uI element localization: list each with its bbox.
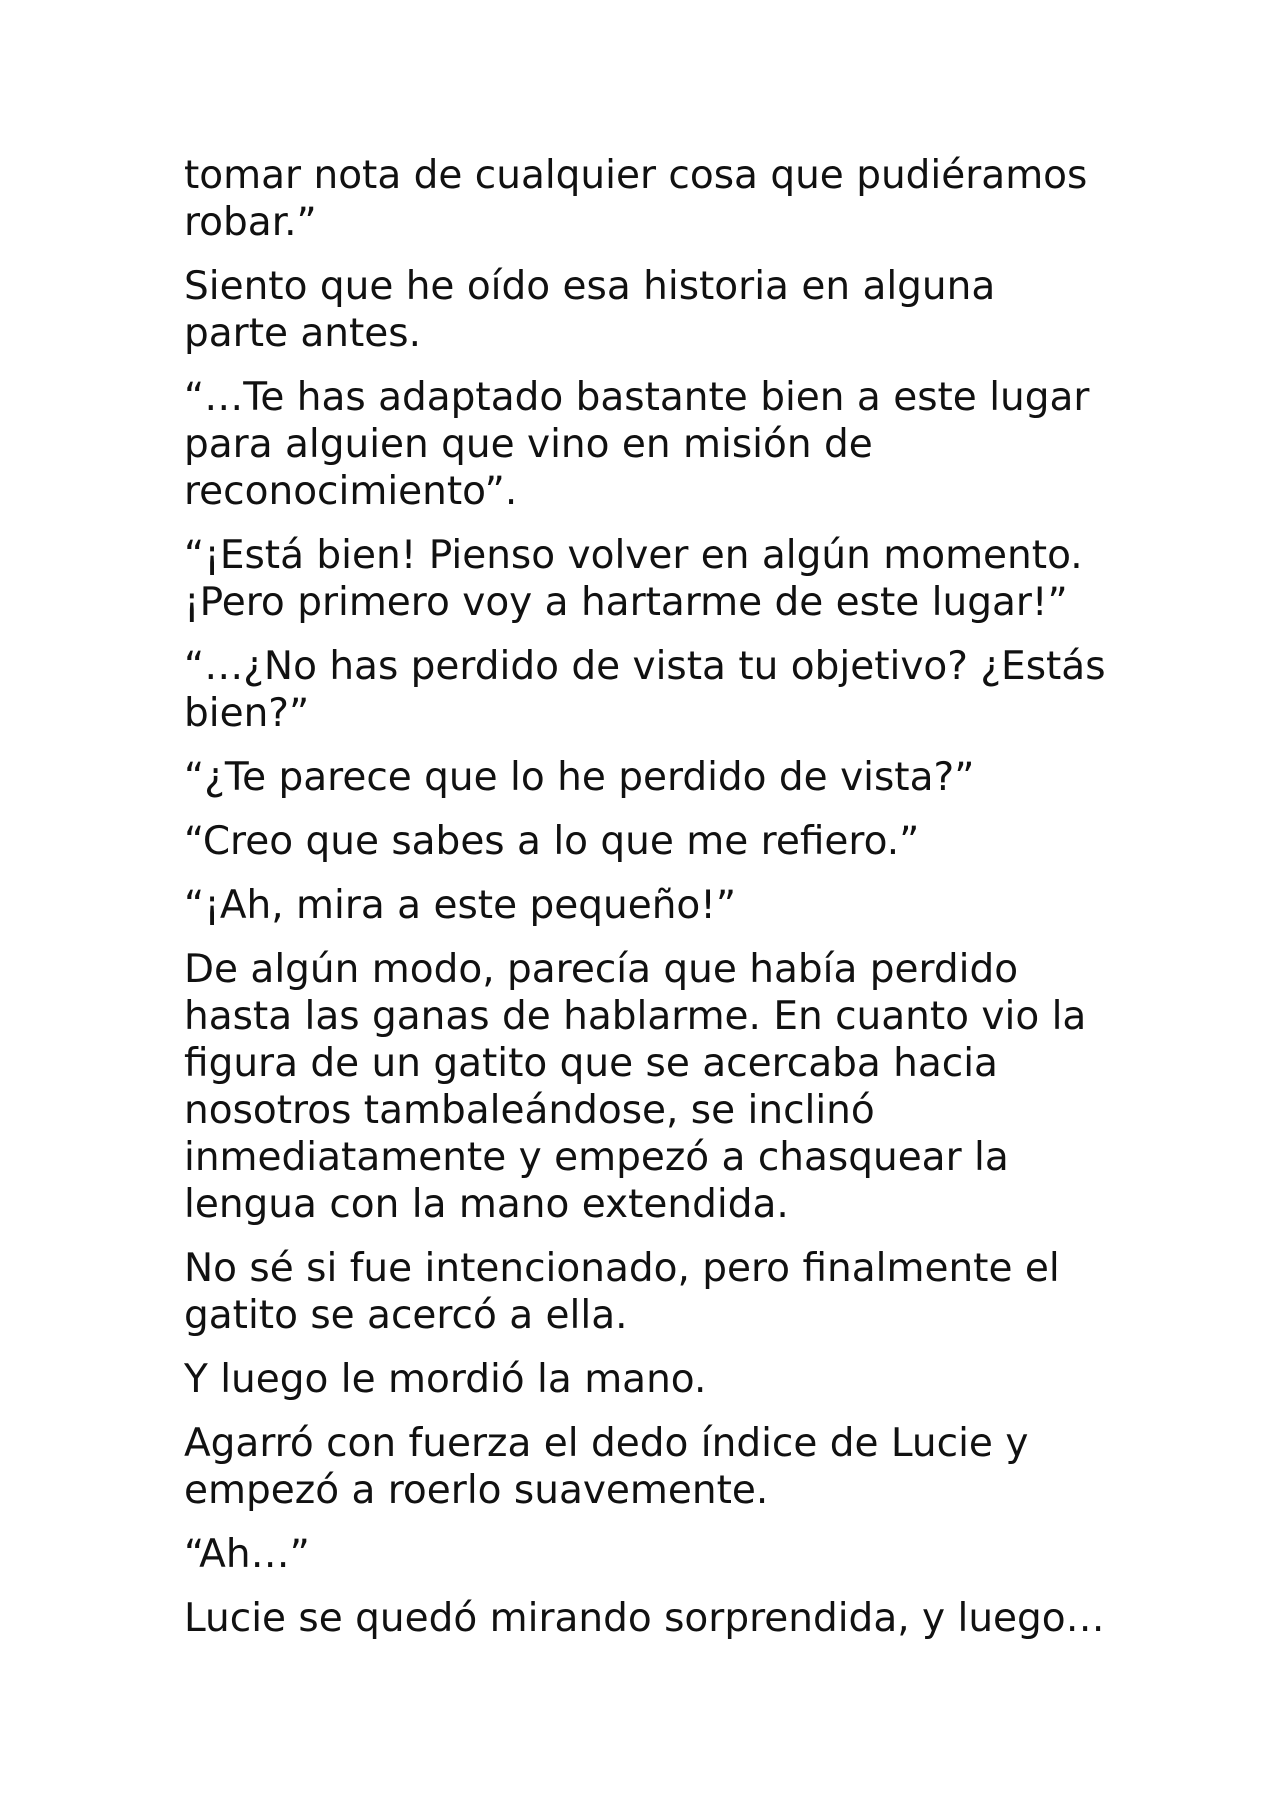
- paragraph: tomar nota de cualquier cosa que pudiéramos robar.”: [184, 153, 1088, 245]
- paragraph: Y luego le mordió la mano.: [184, 1357, 707, 1402]
- paragraph: Lucie se quedó mirando sorprendida, y luego…: [184, 1596, 1105, 1641]
- paragraph: “Ah…”: [184, 1532, 310, 1577]
- paragraph: Agarró con fuerza el dedo índice de Lucie y empezó a roerlo suavemente.: [184, 1421, 1029, 1513]
- paragraph: “¿Te parece que lo he perdido de vista?”: [184, 755, 975, 800]
- paragraph: “¡Está bien! Pienso volver en algún momento. ¡Pero primero voy a hartarme de este lugar!”: [184, 533, 1083, 625]
- paragraph: Siento que he oído esa historia en alguna parte antes.: [184, 264, 996, 356]
- paragraph: “…Te has adaptado bastante bien a este lugar para alguien que vino en misión de reconocimiento”.: [184, 375, 1090, 514]
- paragraph: No sé si fue intencionado, pero finalmente el gatito se acercó a ella.: [184, 1246, 1060, 1338]
- paragraph: “Creo que sabes a lo que me refiero.”: [184, 819, 920, 864]
- paragraph: “¡Ah, mira a este pequeño!”: [184, 883, 737, 928]
- paragraph: “…¿No has perdido de vista tu objetivo? ¿Estás bien?”: [184, 644, 1106, 736]
- paragraph: De algún modo, parecía que había perdido hasta las ganas de hablarme. En cuanto vio la figura de un gatito que se acercaba hacia nosotros tambaleándose, se inclinó inmediatamente y empezó a chasquear la lengua con la mano extendida.: [184, 947, 1087, 1227]
- body-text: [184, 152, 1144, 1659]
